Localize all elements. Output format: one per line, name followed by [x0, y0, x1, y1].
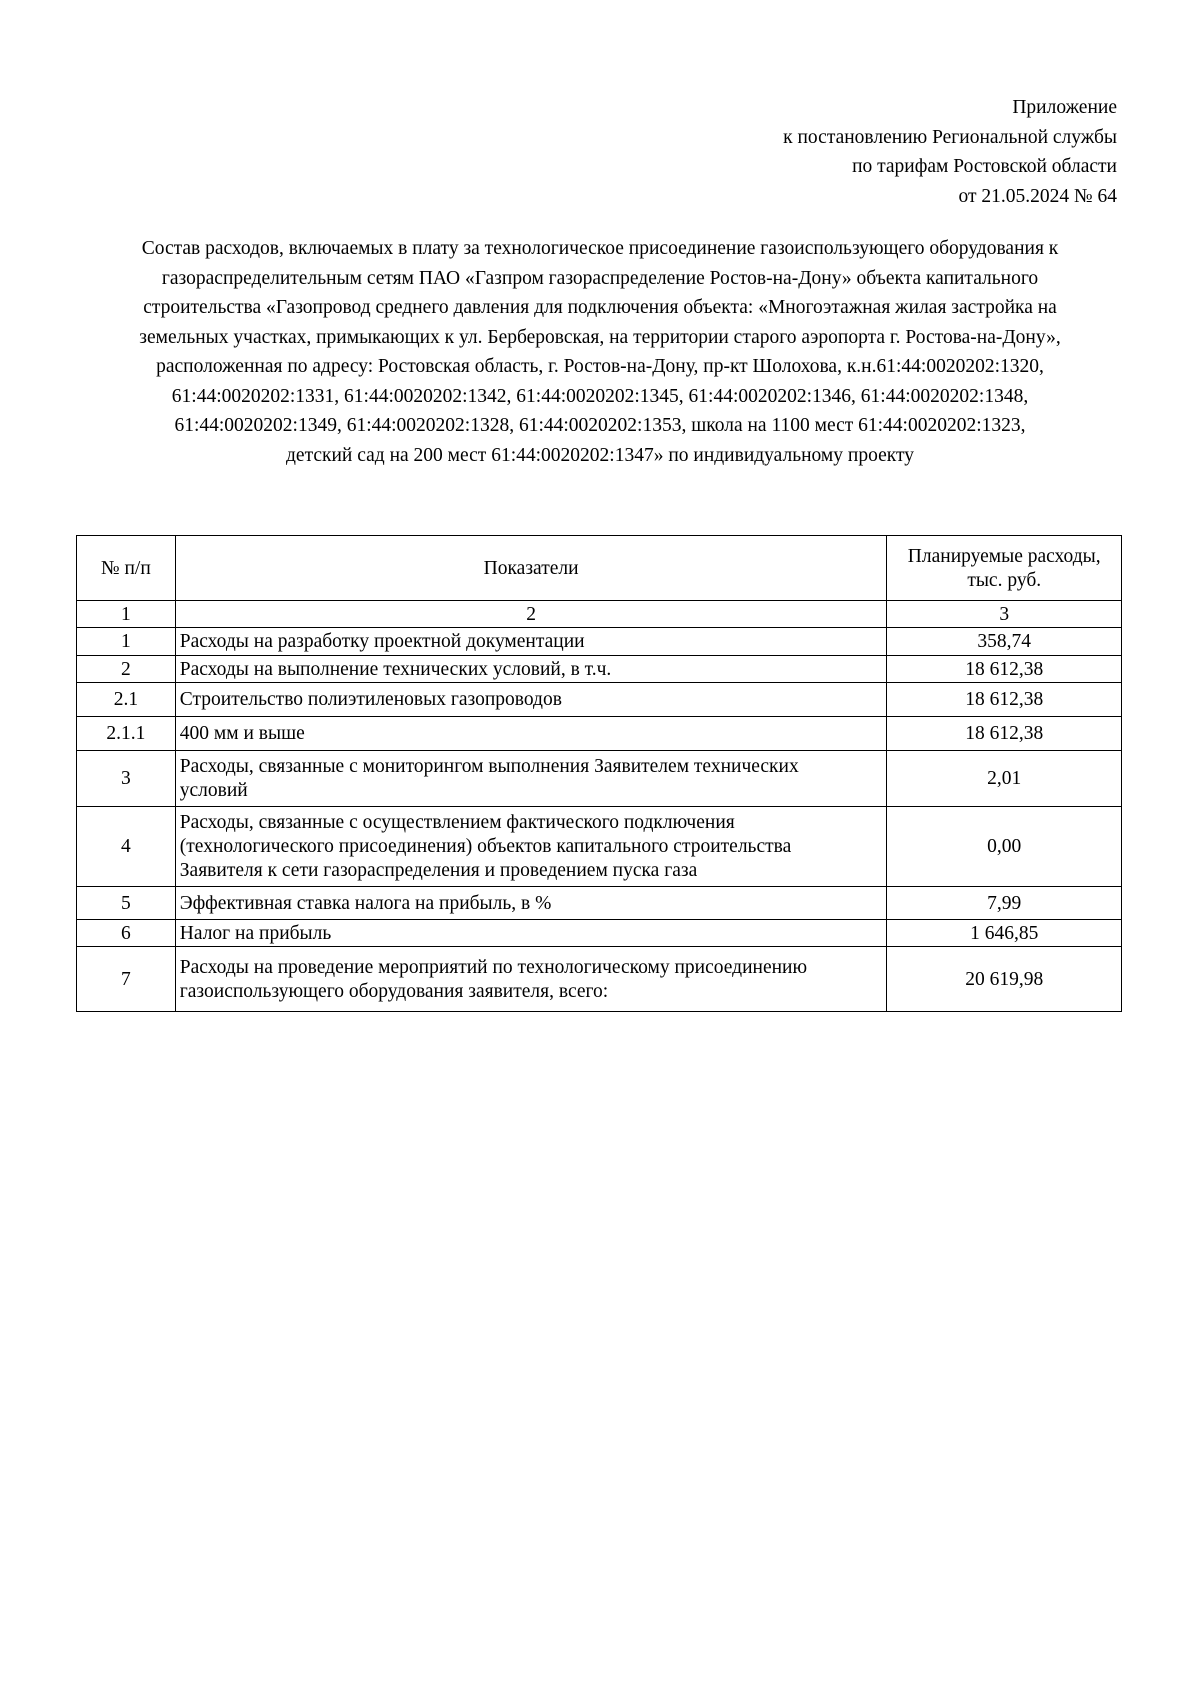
- row-indicator-line: Эффективная ставка налога на прибыль, в %: [179, 892, 552, 914]
- row-indicator-line: 400 мм и выше: [179, 723, 305, 744]
- table-row: [77, 920, 1122, 947]
- row-value: 20 619,98: [887, 947, 1122, 1012]
- row-indicator-line: Расходы, связанные с мониторингом выполнения Заявителем технических: [179, 756, 799, 777]
- row-indicator: [175, 887, 887, 920]
- row-indicator: [175, 920, 887, 947]
- table-row: [77, 683, 1122, 717]
- row-indicator-line: (технологического присоединения) объектов капитального строительства: [179, 836, 792, 857]
- header-value: [887, 536, 1122, 601]
- row-indicator: [175, 656, 887, 683]
- header-value-line: Планируемые расходы,: [907, 545, 1101, 567]
- table-header-row: [77, 536, 1122, 601]
- row-indicator-line: Заявителя к сети газораспределения и проведением пуска газа: [179, 860, 698, 881]
- row-value: 7,99: [887, 887, 1122, 920]
- row-number: 2: [77, 656, 176, 683]
- document-title: [76, 234, 1124, 470]
- row-number: 3: [77, 751, 176, 807]
- table-row: [77, 947, 1122, 1012]
- appendix-header: [783, 93, 1117, 211]
- row-indicator-line: условий: [179, 780, 248, 801]
- table-row: [77, 807, 1122, 887]
- title-line: Состав расходов, включаемых в плату за технологическое присоединение газоиспользующего оборудования к: [141, 238, 1059, 259]
- appendix-line: от 21.05.2024 № 64: [958, 185, 1117, 207]
- row-indicator-line: Расходы на разработку проектной документации: [179, 631, 585, 652]
- costs-table: [76, 535, 1122, 1012]
- row-number: 7: [77, 947, 176, 1012]
- row-indicator: [175, 807, 887, 887]
- row-indicator-line: Расходы на проведение мероприятий по технологическому присоединению: [179, 956, 808, 978]
- column-number: 1: [77, 601, 176, 628]
- row-number: 6: [77, 920, 176, 947]
- header-indicator: Показатели: [175, 536, 887, 601]
- appendix-line: по тарифам Ростовской области: [852, 156, 1117, 177]
- header-num: № п/п: [77, 536, 176, 601]
- column-number-row: [77, 601, 1122, 628]
- title-line: расположенная по адресу: Ростовская область, г. Ростов-на-Дону, пр-кт Шолохова, к.н.61:44:0020202:1320,: [156, 356, 1044, 377]
- row-value: 2,01: [887, 751, 1122, 807]
- table-row: [77, 751, 1122, 807]
- row-value: 18 612,38: [887, 717, 1122, 751]
- row-number: 2.1.1: [77, 717, 176, 751]
- row-value: 0,00: [887, 807, 1122, 887]
- row-indicator-line: Расходы на выполнение технических условий, в т.ч.: [179, 658, 612, 680]
- row-indicator-line: газоиспользующего оборудования заявителя, всего:: [179, 980, 609, 1002]
- title-line: земельных участках, примыкающих к ул. Берберовская, на территории старого аэропорта г. Ростова-на-Дону»,: [139, 326, 1061, 348]
- row-indicator-line: Строительство полиэтиленовых газопроводов: [179, 689, 562, 710]
- row-indicator: [175, 683, 887, 717]
- appendix-line: к постановлению Региональной службы: [783, 126, 1117, 148]
- column-number: 2: [175, 601, 887, 628]
- row-number: 1: [77, 628, 176, 656]
- row-number: 2.1: [77, 683, 176, 717]
- title-line: газораспределительным сетям ПАО «Газпром газораспределение Ростов-на-Дону» объекта капитального: [161, 267, 1039, 289]
- title-line: 61:44:0020202:1349, 61:44:0020202:1328, 61:44:0020202:1353, школа на 1100 мест 61:44:0020202:1323,: [174, 415, 1026, 436]
- table-row: [77, 628, 1122, 656]
- table-row: [77, 656, 1122, 683]
- header-value-line: тыс. руб.: [967, 569, 1042, 591]
- row-indicator: [175, 751, 887, 807]
- row-value: 18 612,38: [887, 656, 1122, 683]
- column-number: 3: [887, 601, 1122, 628]
- row-number: 4: [77, 807, 176, 887]
- title-line: 61:44:0020202:1331, 61:44:0020202:1342, 61:44:0020202:1345, 61:44:0020202:1346, 61:44:0020202:1348,: [171, 385, 1029, 407]
- row-indicator-line: Налог на прибыль: [179, 922, 332, 944]
- row-value: 18 612,38: [887, 683, 1122, 717]
- row-indicator-line: Расходы, связанные с осуществлением фактического подключения: [179, 812, 735, 833]
- table-row: [77, 887, 1122, 920]
- row-value: 358,74: [887, 628, 1122, 656]
- row-number: 5: [77, 887, 176, 920]
- row-indicator: [175, 628, 887, 656]
- title-line: детский сад на 200 мест 61:44:0020202:1347» по индивидуальному проекту: [286, 444, 914, 466]
- row-indicator: [175, 947, 887, 1012]
- table-row: [77, 717, 1122, 751]
- table-body: [77, 628, 1122, 1012]
- appendix-line: Приложение: [1012, 97, 1117, 118]
- title-line: строительства «Газопровод среднего давления для подключения объекта: «Многоэтажная жилая застройка на: [143, 297, 1057, 318]
- row-indicator: [175, 717, 887, 751]
- row-value: 1 646,85: [887, 920, 1122, 947]
